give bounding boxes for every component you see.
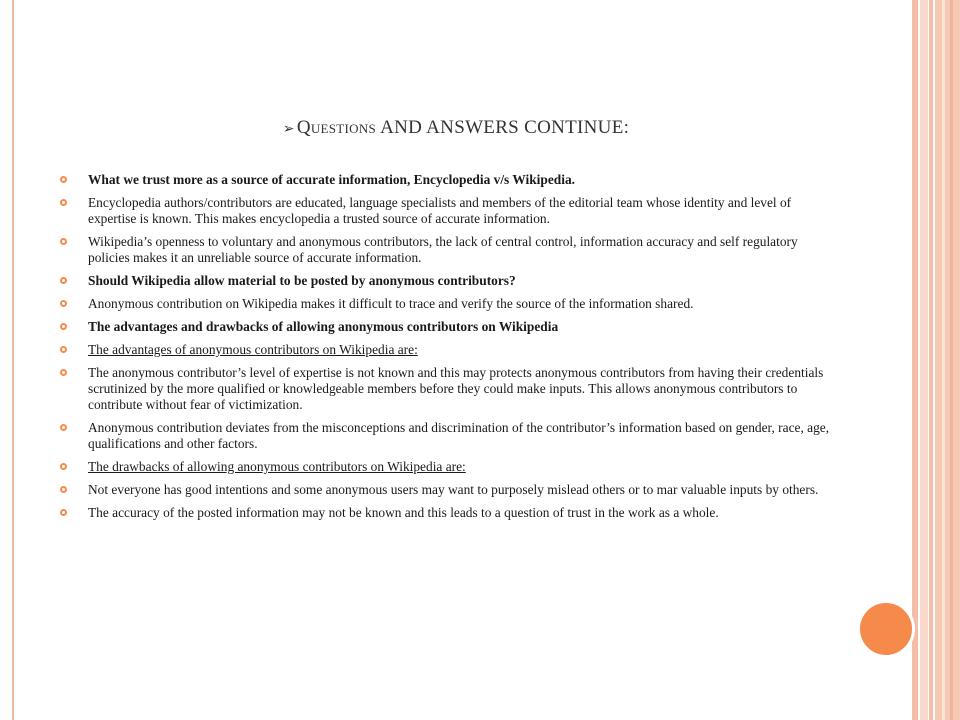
title-rest: AND ANSWERS CONTINUE: (376, 117, 630, 138)
list-item (60, 234, 830, 266)
left-border (0, 0, 14, 720)
title-prefix: Questions (296, 117, 377, 138)
list-item-text: Not everyone has good intentions and some anonymous users may want to purposely mislead others or to mar valuable inputs by others. (88, 482, 819, 497)
list-item (60, 342, 830, 358)
list-item-text: Should Wikipedia allow material to be posted by anonymous contributors? (88, 273, 516, 288)
bullet-icon (60, 238, 67, 245)
decorative-circle (857, 600, 915, 658)
bullet-icon (60, 199, 67, 206)
bullet-icon (60, 176, 67, 183)
bullet-list (60, 172, 830, 528)
bullet-icon (60, 323, 67, 330)
list-item (60, 172, 830, 188)
slide-title (0, 117, 912, 139)
bullet-icon (60, 424, 67, 431)
bullet-icon (60, 346, 67, 353)
bullet-icon (60, 463, 67, 470)
list-item (60, 319, 830, 335)
list-item-text: Anonymous contribution on Wikipedia makes it difficult to trace and verify the source of the information shared. (88, 296, 694, 311)
bullet-icon (60, 277, 67, 284)
bullet-icon (60, 509, 67, 516)
list-item-text: What we trust more as a source of accurate information, Encyclopedia v/s Wikipedia. (88, 172, 575, 187)
list-item-text: The anonymous contributor’s level of expertise is not known and this may protects anonymous contributors from having their credentials scrutinized by the more qualified or knowledgeable members before they could make inputs. This allows anonymous contributors to contribute without fear of victimization. (88, 365, 824, 412)
list-item (60, 505, 830, 521)
list-item (60, 459, 830, 475)
list-item (60, 296, 830, 312)
bullet-icon (60, 369, 67, 376)
decorative-stripes (912, 0, 960, 720)
bullet-icon (60, 486, 67, 493)
arrow-bullet-icon: ➢ (282, 122, 295, 137)
list-item-text: The advantages and drawbacks of allowing anonymous contributors on Wikipedia (88, 319, 559, 334)
bullet-icon (60, 300, 67, 307)
list-item (60, 195, 830, 227)
list-item (60, 482, 830, 498)
list-item (60, 420, 830, 452)
list-item-text: Anonymous contribution deviates from the misconceptions and discrimination of the contributor’s information based on gender, race, age, qualifications and other factors. (88, 420, 830, 451)
list-item (60, 365, 830, 413)
list-item-text: Wikipedia’s openness to voluntary and anonymous contributors, the lack of central control, information accuracy and self regulatory policies makes it an unreliable source of accurate information. (88, 234, 798, 265)
list-item-text: The accuracy of the posted information may not be known and this leads to a question of trust in the work as a whole. (88, 505, 719, 520)
list-item (60, 273, 830, 289)
list-item-text: The advantages of anonymous contributors on Wikipedia are: (88, 342, 418, 357)
list-item-text: The drawbacks of allowing anonymous contributors on Wikipedia are: (88, 459, 466, 474)
list-item-text: Encyclopedia authors/contributors are educated, language specialists and members of the editorial team whose identity and level of expertise is known. This makes encyclopedia a trusted source of accurate information. (88, 195, 792, 226)
